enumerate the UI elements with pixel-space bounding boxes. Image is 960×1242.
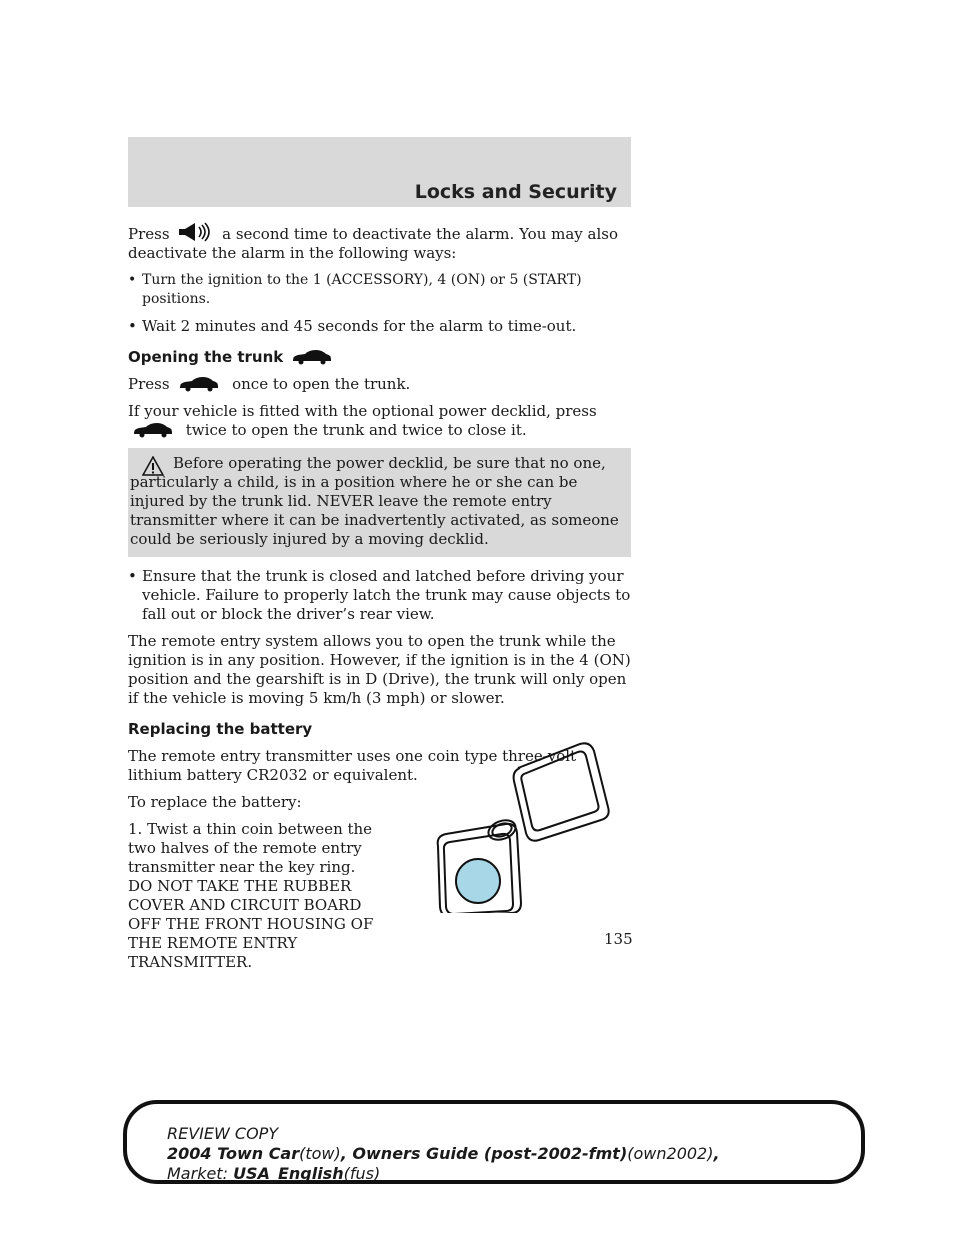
- list-item: • Ensure that the trunk is closed and latched before driving your vehicle. Failure to properly latch the trunk may cause objects to fall out or block the driver’s rear view.: [128, 567, 631, 623]
- trunk-press-paragraph: Press once to open the trunk.: [128, 375, 411, 393]
- footer-line-1: REVIEW COPY: [167, 1124, 279, 1143]
- battery-paragraph: The remote entry transmitter uses one coin type three-volt lithium battery CR2032 or equivalent.: [128, 747, 577, 784]
- trunk-car-icon: [131, 422, 175, 438]
- horn-icon: [177, 222, 211, 242]
- replacing-battery-heading: Replacing the battery: [128, 720, 313, 738]
- trunk-car-icon: [292, 349, 332, 365]
- warning-box: [128, 448, 631, 557]
- list-item: • Turn the ignition to the 1 (ACCESSORY), 4 (ON) or 5 (START) positions.: [128, 271, 631, 309]
- warning-text: Before operating the power decklid, be sure that no one, particularly a child, is in a position where he or she can be injured by the trunk lid. NEVER leave the remote entry transmitter where it can be inadvertently activated, as someone could be seriously injured by a moving decklid.: [130, 454, 619, 548]
- page-number: 135: [604, 930, 633, 948]
- review-copy-footer: [123, 1100, 865, 1184]
- warning-triangle-icon: [142, 456, 164, 476]
- alarm-paragraph: [128, 222, 631, 263]
- section-header-band: [128, 137, 631, 207]
- bullet-text: Turn the ignition to the 1 (ACCESSORY), 4 (ON) or 5 (START) positions.: [142, 272, 582, 307]
- alarm-press-word: Press: [128, 225, 170, 243]
- trunk-car-icon: [177, 376, 221, 392]
- footer-line-2: 2004 Town Car(tow), Owners Guide (post-2002-fmt)(own2002),: [167, 1144, 720, 1163]
- remote-transmitter-illustration: [420, 738, 610, 913]
- battery-intro: To replace the battery:: [128, 793, 302, 811]
- trunk-paragraph: The remote entry system allows you to open the trunk while the ignition is in any position. However, if the ignition is in the 4 (ON) position and the gearshift is in D (Drive), the trunk will only open if the vehicle is moving 5 km/h (3 mph) or slower.: [128, 632, 631, 707]
- list-item: • Wait 2 minutes and 45 seconds for the alarm to time-out.: [128, 317, 577, 335]
- section-title: Locks and Security: [414, 181, 617, 203]
- decklid-paragraph: If your vehicle is fitted with the optional power decklid, press twice to open the trunk and twice to close it.: [128, 402, 597, 439]
- bullet-text: Wait 2 minutes and 45 seconds for the alarm to time-out.: [142, 317, 577, 335]
- step-1: 1. Twist a thin coin between the two halves of the remote entry transmitter near the key ring. DO NOT TAKE THE RUBBER COVER AND CIRCUIT BOARD OFF THE FRONT HOUSING OF THE REMOTE ENTRY TRANSMITTER.: [128, 820, 374, 971]
- alarm-text: a second time to deactivate the alarm. You may also deactivate the alarm in the following ways:: [128, 225, 618, 262]
- opening-trunk-heading: Opening the trunk: [128, 348, 631, 367]
- bullet-text: Ensure that the trunk is closed and latched before driving your vehicle. Failure to properly latch the trunk may cause objects to fall out or block the driver’s rear view.: [142, 567, 631, 623]
- footer-line-3: Market: USA_English(fus): [167, 1164, 381, 1183]
